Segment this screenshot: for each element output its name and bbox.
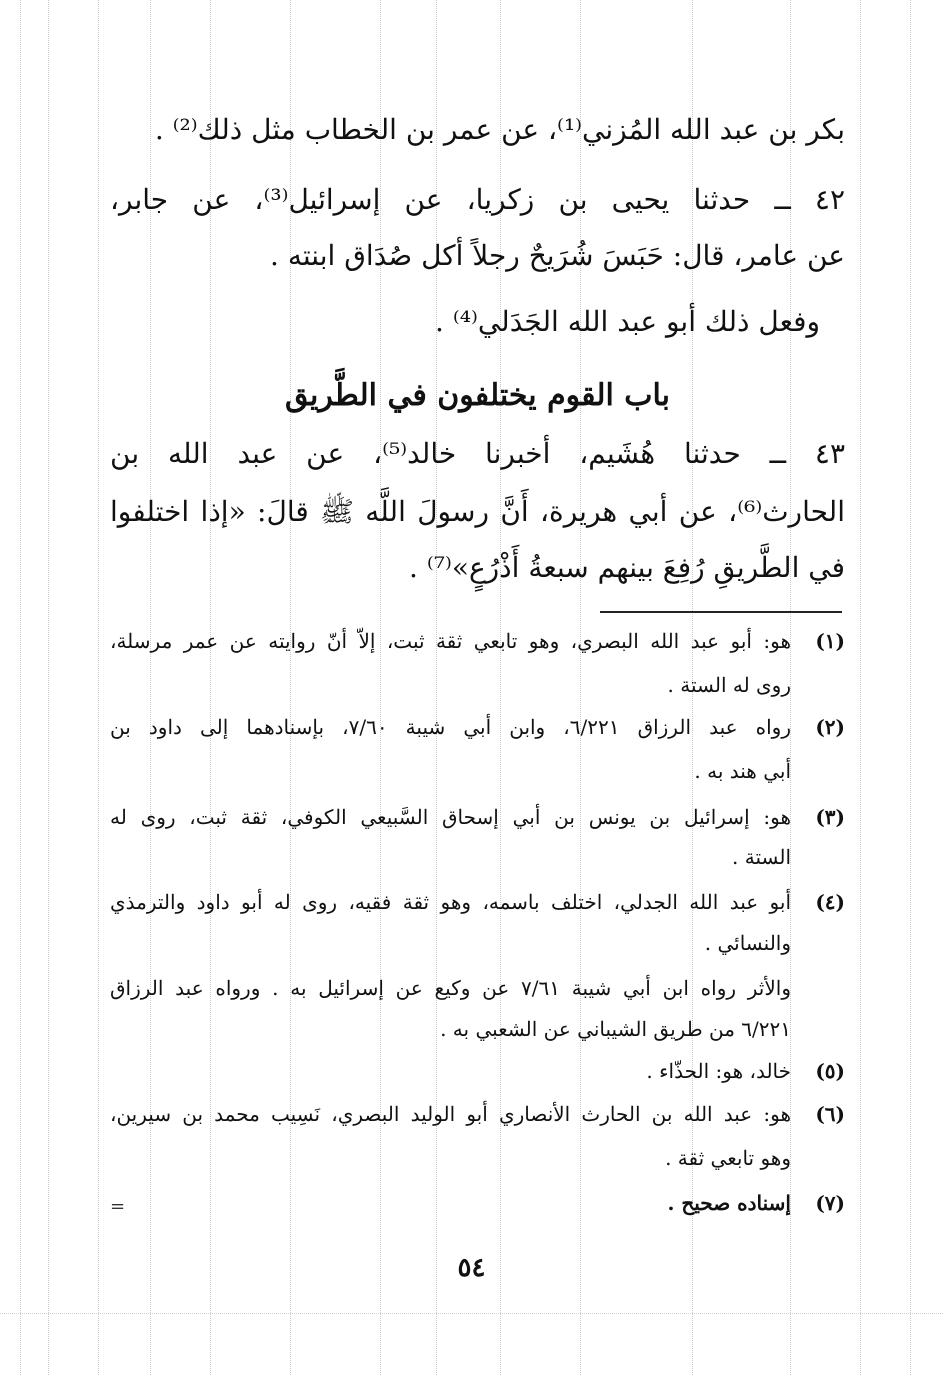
footnote-line: رواه عبد الرزاق ٦/٢٢١، وابن أبي شيبة ٧/٦٠، بإسنادهما إلى داود بن bbox=[110, 715, 791, 739]
footnote-number: (٧) bbox=[815, 1191, 845, 1215]
footnote-number: (٤) bbox=[815, 890, 845, 914]
grid-line bbox=[860, 0, 861, 1375]
footnote-line: هو: أبو عبد الله البصري، وهو تابعي ثقة ثبت، إلاّ أنّ روايته عن عمر مرسلة، bbox=[110, 629, 791, 653]
grid-line bbox=[0, 1313, 943, 1314]
text-line: بكر بن عبد الله المُزني⁽¹⁾، عن عمر بن الخطاب مثل ذلك⁽²⁾ . bbox=[154, 113, 845, 146]
text-line: في الطَّريقِ رُفِعَ بينهم سبعةُ أَذْرُعٍ»⁽⁷⁾ . bbox=[409, 551, 845, 584]
text-line: الحارث⁽⁶⁾، عن أبي هريرة، أَنَّ رسولَ اللَّه ﷺ قالَ: «إذا اختلفوا bbox=[110, 495, 845, 528]
text-line: ٤٣ ــ حدثنا هُشَيم، أخبرنا خالد⁽⁵⁾، عن عبد الله بن bbox=[110, 437, 845, 470]
text-line: وفعل ذلك أبو عبد الله الجَدَلي⁽⁴⁾ . bbox=[435, 305, 820, 338]
footnote-number: (٣) bbox=[815, 805, 845, 829]
footnote-line: والنسائي . bbox=[704, 931, 791, 955]
footnote-number: (٦) bbox=[815, 1102, 845, 1126]
grid-line bbox=[48, 0, 49, 1375]
footnote-number: (١) bbox=[815, 629, 845, 653]
text-line: ٤٢ ــ حدثنا يحيى بن زكريا، عن إسرائيل⁽³⁾، عن جابر، bbox=[110, 183, 845, 216]
footnote-line: الستة . bbox=[732, 845, 791, 869]
footnote-line: روى له الستة . bbox=[667, 673, 791, 697]
footnote-line: خالد، هو: الحذّاء . bbox=[646, 1059, 791, 1083]
chapter-heading: باب القوم يختلفون في الطَّريق bbox=[285, 378, 670, 413]
footnote-line: أبو عبد الله الجدلي، اختلف باسمه، وهو ثقة فقيه، روى له أبو داود والترمذي bbox=[110, 890, 791, 914]
footnote-number: (٢) bbox=[815, 715, 845, 739]
text-line: عن عامر، قال: حَبَسَ شُرَيحٌ رجلاً أكل صُدَاق ابنته . bbox=[270, 239, 845, 272]
footnote-line: ٦/٢٢١ من طريق الشيباني عن الشعبي به . bbox=[440, 1017, 791, 1041]
page-number: ٥٤ bbox=[457, 1253, 486, 1283]
footnote-line: والأثر رواه ابن أبي شيبة ٧/٦١ عن وكيع عن إسرائيل به . ورواه عبد الرزاق bbox=[110, 976, 791, 1000]
continuation-mark: = bbox=[110, 1196, 126, 1217]
grid-line bbox=[910, 0, 911, 1375]
footnote-line: إسناده صحيح . bbox=[667, 1191, 791, 1215]
footnote-separator bbox=[600, 611, 842, 613]
grid-line bbox=[20, 0, 21, 1375]
footnote-line: أبي هند به . bbox=[694, 759, 791, 783]
footnote-line: وهو تابعي ثقة . bbox=[665, 1146, 791, 1170]
grid-line bbox=[98, 0, 99, 1375]
footnote-number: (٥) bbox=[815, 1059, 845, 1083]
footnote-line: هو: إسرائيل بن يونس بن أبي إسحاق السَّبيعي الكوفي، ثقة ثبت، روى له bbox=[110, 805, 791, 829]
footnote-line: هو: عبد الله بن الحارث الأنصاري أبو الوليد البصري، نَسِيب محمد بن سيرين، bbox=[110, 1102, 791, 1126]
